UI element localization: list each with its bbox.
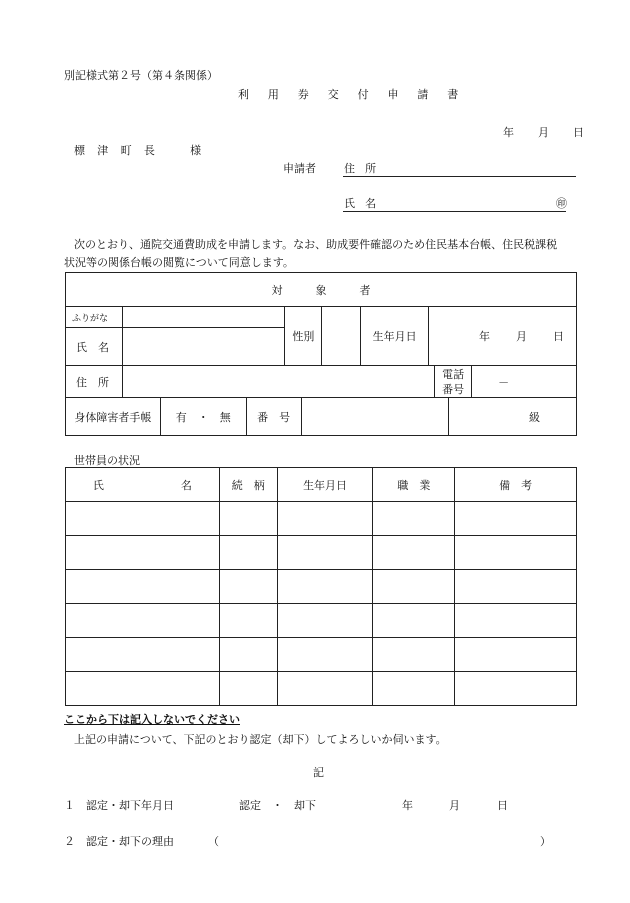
cell-relation[interactable]: [219, 638, 277, 672]
applicant-label: 申請者: [283, 162, 316, 175]
item1-label: １ 認定・却下年月日: [64, 799, 174, 812]
seal-mark: ㊞: [556, 197, 567, 210]
furigana-label: ふりがな: [66, 307, 123, 328]
document-title: 利 用 券 交 付 申 請 書: [238, 88, 466, 101]
cell-name[interactable]: [66, 570, 220, 604]
phone-label-line2: 番号: [442, 382, 465, 396]
cell-birthdate[interactable]: [277, 536, 373, 570]
col-birthdate: 生年月日: [277, 468, 373, 502]
cell-occupation[interactable]: [373, 502, 455, 536]
cell-occupation[interactable]: [373, 570, 455, 604]
applicant-address-label: 住 所: [344, 162, 380, 175]
cell-occupation[interactable]: [373, 604, 455, 638]
furigana-field[interactable]: [122, 307, 285, 328]
intro-line-1: 次のとおり、通院交通費助成を申請します。なお、助成要件確認のため住民基本台帳、住民税課税: [74, 238, 558, 251]
table-row: [66, 570, 577, 604]
item1-month: 月: [449, 799, 460, 812]
cell-remarks[interactable]: [455, 638, 577, 672]
birth-month-label: 月: [516, 330, 527, 343]
birthdate-label: 生年月日: [361, 307, 429, 366]
item2-paren-open: （: [208, 835, 219, 848]
subject-header-table: [65, 272, 577, 307]
approval-request: 上記の申請について、下記のとおり認定（却下）してよろしいか伺います。: [74, 733, 447, 746]
table-row: [66, 638, 577, 672]
disability-number-field[interactable]: [301, 398, 449, 436]
subject-disability-table: [65, 397, 577, 436]
cell-name[interactable]: [66, 502, 220, 536]
cell-birthdate[interactable]: [277, 502, 373, 536]
cell-remarks[interactable]: [455, 672, 577, 706]
date-year-label: 年: [503, 126, 514, 139]
disability-yes-no[interactable]: 有 ・ 無: [160, 398, 246, 436]
cell-remarks[interactable]: [455, 570, 577, 604]
cell-relation[interactable]: [219, 536, 277, 570]
cell-relation[interactable]: [219, 672, 277, 706]
birthdate-field[interactable]: [429, 307, 577, 366]
name-field[interactable]: [122, 328, 285, 366]
item1-year: 年: [402, 799, 413, 812]
cell-remarks[interactable]: [455, 502, 577, 536]
disability-grade-field[interactable]: [449, 398, 577, 436]
subject-header: 対 象 者: [66, 273, 577, 307]
gender-label: 性別: [285, 307, 322, 366]
birth-year-label: 年: [479, 330, 490, 343]
ki-heading: 記: [313, 766, 324, 779]
cell-occupation[interactable]: [373, 536, 455, 570]
cell-relation[interactable]: [219, 604, 277, 638]
cell-occupation[interactable]: [373, 672, 455, 706]
household-table: [65, 467, 577, 706]
phone-dash: －: [498, 375, 510, 389]
phone-label-line1: 電話: [442, 367, 465, 381]
address-field[interactable]: [122, 366, 434, 398]
col-remarks: 備 考: [455, 468, 577, 502]
cell-name[interactable]: [66, 604, 220, 638]
col-occupation: 職 業: [373, 468, 455, 502]
household-title: 世帯員の状況: [74, 454, 140, 467]
table-row: [66, 502, 577, 536]
grade-label: 級: [529, 410, 540, 424]
table-row: [66, 672, 577, 706]
name-label: 氏 名: [66, 328, 123, 366]
table-row: [66, 536, 577, 570]
cell-relation[interactable]: [219, 502, 277, 536]
item1-day: 日: [497, 799, 508, 812]
cell-relation[interactable]: [219, 570, 277, 604]
cell-name[interactable]: [66, 672, 220, 706]
phone-label: [435, 366, 472, 398]
cell-birthdate[interactable]: [277, 570, 373, 604]
col-name: 氏 名: [66, 468, 220, 502]
household-header-row: [66, 468, 577, 502]
applicant-address-line[interactable]: [343, 176, 576, 177]
intro-line-2: 状況等の関係台帳の閲覧について同意します。: [64, 256, 294, 269]
item2-label: ２ 認定・却下の理由: [64, 835, 174, 848]
item1-choice[interactable]: 認定 ・ 却下: [239, 799, 316, 812]
addressee: 標 津 町 長 様: [74, 144, 206, 157]
address-label: 住 所: [66, 366, 123, 398]
subject-address-table: [65, 365, 577, 398]
applicant-name-label: 氏 名: [344, 197, 380, 210]
cell-birthdate[interactable]: [277, 604, 373, 638]
applicant-name-line[interactable]: [343, 211, 566, 212]
col-relation: 続 柄: [219, 468, 277, 502]
cell-remarks[interactable]: [455, 536, 577, 570]
gender-field[interactable]: [322, 307, 361, 366]
date-month-label: 月: [538, 126, 549, 139]
disability-book-label: 身体障害者手帳: [66, 398, 161, 436]
birth-day-label: 日: [553, 330, 564, 343]
form-number: 別記様式第２号（第４条関係）: [64, 69, 218, 82]
office-use-notice: ここから下は記入しないでください: [64, 713, 240, 726]
cell-remarks[interactable]: [455, 604, 577, 638]
table-row: [66, 604, 577, 638]
cell-occupation[interactable]: [373, 638, 455, 672]
disability-number-label: 番 号: [246, 398, 301, 436]
subject-name-table: [65, 306, 577, 366]
cell-name[interactable]: [66, 638, 220, 672]
phone-field[interactable]: [472, 366, 577, 398]
cell-name[interactable]: [66, 536, 220, 570]
date-day-label: 日: [573, 126, 584, 139]
cell-birthdate[interactable]: [277, 638, 373, 672]
item2-paren-close: ）: [540, 835, 551, 848]
cell-birthdate[interactable]: [277, 672, 373, 706]
